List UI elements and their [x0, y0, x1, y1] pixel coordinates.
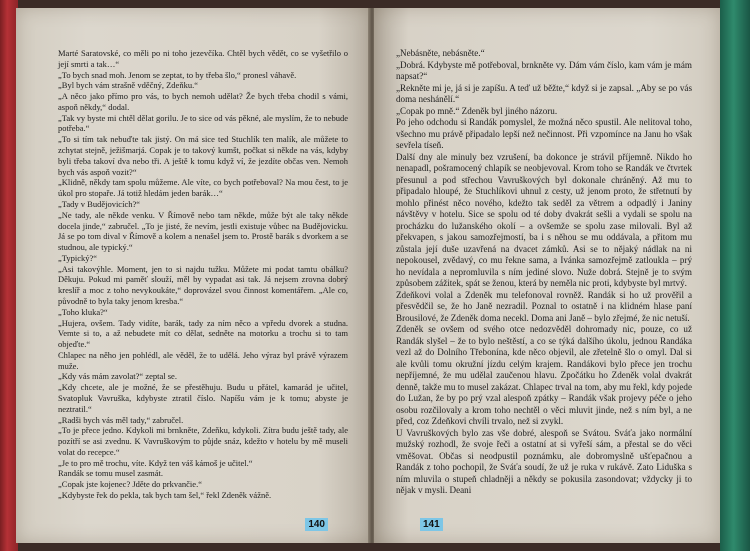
- paragraph: „To si tím tak nebuďte tak jistý. On má sice ted Stuchlík ten malík, ale můžete to zchytat stejně, ježišmarjá. Copak je to takový kumšt, počkat si někde na vás, kdyby byli třeba takoví dva nebo tři. A ještě k tomu když ví, že jezdíte občas ven. Nemoh bych vás aspoň vozit?“: [58, 134, 348, 177]
- paragraph: „Typický?“: [58, 252, 98, 263]
- paragraph: Další dny ale minuly bez vzrušení, ba dokonce je strávil příjemně. Nikdo ho nenapadl, pošramocený chlapík se neobjevoval. Krom toho se Randák ve čtvrtek přesunul a pod střechou Vavruškových byl dokonale chráněný. Až mu to připadalo hloupé, že Stuchlíkovi uhnul z cesty, už jenom proto, že střetnutí by mohlo přinést něco nového, kdežto tak seděl za větrem a odpadlý i Janiny návštěvy v hotelu. Sice se spolu od té doby dvakrát sešli a vydali se spolu na procházku do lužanského okolí – a ovšemže se spolu zase milovali. Byl až překvapen, s jakou samozřejmostí, ba i s něhou se mu oddávala, a přitom mu zůstala její duše uzavřená na dvacet zámků. Asi se to nějaký nádlak na ni nepokousel, zvědavý, co mu řekne sama, a Ivánka samozřejmě zatloukla – prý ho nevídala a nepromluvila s ním jediné slovo. Nuže dobrá. Stejně je to svým způsobem zážitek, spát se ženou, která by neměla nic proti, kdybyste byl mrtvý.: [396, 151, 692, 288]
- paragraph: „Copak jste kojenec? Jděte do prkvančie.“: [58, 479, 202, 490]
- paragraph: „Hujera, ovšem. Tady vidíte, barák, tady za ním něco a vpředu dvorek a studna. Vemte si to, a až nebudete mít co dělat, sedněte na motorku a trochu si to tam objeďte.“: [58, 317, 348, 350]
- paragraph: „Kdybyste řek do pekla, tak bych tam šel,“ řekl Zdeněk vážně.: [58, 490, 272, 501]
- paragraph: Randák se tomu musel zasmát.: [58, 468, 164, 479]
- paragraph: „Klidně, někdy tam spolu můžeme. Ale víte, co bych potřeboval? Na mou čest, to je úkol pro stopaře. Já totiž hledám jeden barák…“: [58, 177, 348, 199]
- page-number: 141: [420, 518, 443, 531]
- paragraph: „Toho kluka?“: [58, 306, 108, 317]
- paragraph: „Ne tady, ale někde venku. V Římově nebo tam někde, může být ale taky někde docela jinde,“ zabručel. „To je jisté, že nevím, jestli existuje vůbec na Budějovicku. Já se po tom dival v Římově a kolem a nenašel jsem to. Prostě barák s dvorkem a se studnou, ale typický.“: [58, 209, 348, 253]
- paragraph: „Dobrá. Kdybyste mě potřeboval, brnkněte vy. Dám vám číslo, kam vám je mám napsat?“: [396, 59, 692, 81]
- right-page: [374, 8, 720, 543]
- paragraph: U Vavruškových bylo zas vše dobré, alespoň se Svátou. Sváťa jako normální mužský rozhodl, že svoje řeči a ostatní at si vyřeší sám, a přestal se do věci vměšovat. Občas si neodpustil poznámku, ale dobromyslně ušťepačnou a Randák z toho pochopil, že Sváťa soudí, že už je ruka v rukávě. Zato Liduška s ním mluvila o stupeň chladněji a někdy se pokusila zasondovat; vždycky ji to nějak v mysli. Deani: [396, 427, 692, 495]
- paragraph: Zdeňkovi volal a Zdeněk mu telefonoval rovněž. Randák si ho už prověřil a přesvědčil se, že ho Janě nezradil. Poznal to ostatně i na klidném hlase paní Brousilové, že Zdeněk doma necekl. Doma ani Janě – bylo zřejmé, že nic netuší.: [396, 289, 692, 323]
- page-number: 140: [305, 518, 328, 531]
- paragraph: Marté Saratovské, co měli po ni toho jezevčíka. Chtěl bych vědět, co se vyšetřilo o její smrti a tak…“: [58, 48, 348, 69]
- paragraph: Po jeho odchodu si Randák pomyslel, že možná něco spustil. Ale nelitoval toho, všechno mu právě připadalo lepší než nečinnost. Při vzpomínce na Janu ho však sevřela tíseň.: [396, 117, 692, 150]
- paragraph: „Rekněte mi je, já si je zapíšu. A teď už běžte,“ když si je zapsal. „Aby se po vás doma neshánělí.“: [396, 82, 692, 104]
- paragraph: „Nebásněte, nebásněte.“: [396, 48, 485, 58]
- paragraph: „Kdy vás mám zavolat?“ zeptal se.: [58, 371, 177, 382]
- right-page-text: [396, 48, 692, 497]
- paragraph: „Radši bych vás měl tady,“ zabručel.: [58, 414, 184, 425]
- left-page: [16, 8, 372, 543]
- paragraph: „Je to pro mě trochu, víte. Když ten váš kámoš je učitel.“: [58, 457, 253, 468]
- paragraph: „Asi takovýhle. Moment, jen to si najdu tužku. Můžete mi podat tamtu obálku? Děkuju. Pokud mi paměť slouží, měl by vypadat asi tak. Já nejsem zrovna dobrý kreslíř a moc z toho nevykoukáte,“ doprovázel svou činnost komentářem. „Ale co, původně to byla taky jenom kresba.“: [58, 263, 348, 306]
- paragraph: Zdeněk se ovšem od svého otce nedozvěděl dohromady nic, pouze, co už Randák slyšel – že to bylo neštěstí, a co se týká dalšího úkolu, jednou Randáka vezl až do Dolního Třebonína, kde něco objevil, ale zřetelně šlo o omyl. Dal si ale kvůli tomu okružní jízdu celým krajem. Randákovi bylo přece jen trochu nepříjemné, že mu udělal zaučenou hlavu. Zpočátku ho Zdeněk volal dvakrát denně, takže mu to musel zakázat. Chlapec trval na tom, aby mu řekl, kdy pojede do Lužan, že by po prý vzal alespoň zpátky – Randák však projevy péče o jeho osobu rozčilovaly a krom toho nechtěl o věci mluvit jinde, než s ním byl, a ne před, coz Zdeňkovi chvíli trvalo, než si zvykl.: [396, 324, 692, 426]
- paragraph: „To je přece jedno. Kdykoli mi brnkněte, Zdeňku, kdykoli. Zítra budu ještě tady, ale pozítří se asi zvednu. K Vavruškovým to půjde snáz, kdežto v hotelu by mě museli volat do recepce.“: [58, 425, 348, 457]
- paragraph: „Kdy chcete, ale je možné, že se přestěhuju. Budu u přátel, kamarád je učitel, Svatopluk Vavruška, kdybyste ztratil číslo. Napíšu vám je k tomu; abyste je neztratil.“: [58, 382, 348, 414]
- paragraph: „A něco jako přímo pro vás, to bych nemoh udělat? Že bych třeba chodil s vámi, aspoň někdy,“ dodal.: [58, 91, 348, 112]
- book-cover-edge-right: [720, 0, 750, 551]
- paragraph: „Byl bych vám strašně vděčný, Zdeňku.“: [58, 80, 198, 91]
- paragraph: „Tak vy byste mi chtěl dělat gorilu. Je to sice od vás pěkné, ale myslím, že to nebude potřeba.“: [58, 112, 348, 134]
- paragraph: „Copak po mně.“ Zdeněk byl jiného názoru.: [396, 105, 558, 116]
- paragraph: „Tady v Budějovicích?“: [58, 198, 141, 209]
- left-page-text: [58, 48, 348, 501]
- paragraph: „To bych snad moh. Jenom se zeptat, to by třeba šlo,“ pronesl váhavě.: [58, 69, 297, 80]
- paragraph: Chlapec na něho jen pohlédl, ale věděl, že to udělá. Jeho výraz byl právě výrazem muže.: [58, 349, 348, 371]
